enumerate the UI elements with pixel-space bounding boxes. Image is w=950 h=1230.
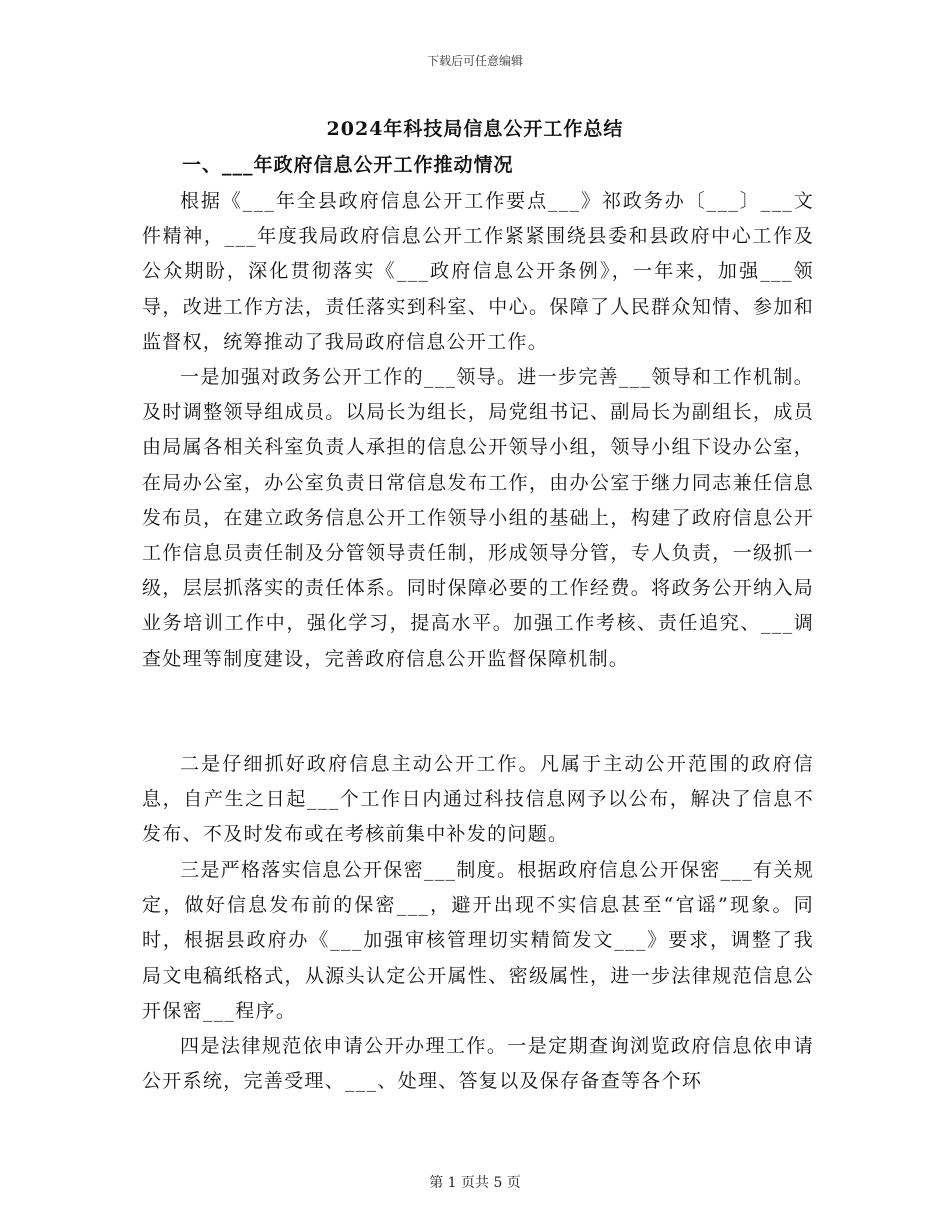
paragraph-3: 二是仔细抓好政府信息主动公开工作。凡属于主动公开范围的政府信息，自产生之日起___个工作日内通过科技信息网予以公布，解决了信息不发布、不及时发布或在考核前集中补发的问题。 (142, 753, 814, 846)
paragraph-5: 四是法律规范依申请公开办理工作。一是定期查询浏览政府信息依申请公开系统，完善受理、___、处理、答复以及保存备查等各个环 (142, 1035, 814, 1093)
paragraph-4-block (142, 853, 814, 1029)
paragraph-1: 根据《___年全县政府信息公开工作要点___》祁政务办〔___〕___文件精神，___年度我局政府信息公开工作紧紧围绕县委和县政府中心工作及公众期盼，深化贯彻落实《___政府信息公开条例》，一年来，加强___领导，改进工作方法，责任落实到科室、中心。保障了人民群众知情、参加和监督权，统筹推动了我局政府信息公开工作。 (142, 190, 814, 353)
document-title: 2024年科技局信息公开工作总结 (326, 118, 624, 140)
paragraph-3-block (142, 747, 814, 853)
paragraph-2-block (142, 360, 814, 677)
page-number-footer: 第 1 页共 5 页 (429, 1175, 521, 1191)
page-header-note: 下载后可任意编辑 (426, 54, 523, 68)
paragraph-5-block (142, 1029, 814, 1099)
section-heading: 一、___年政府信息公开工作推动情况 (182, 154, 514, 176)
paragraph-2: 一是加强对政务公开工作的___领导。进一步完善___领导和工作机制。及时调整领导组成员。以局长为组长，局党组书记、副局长为副组长，成员由局属各相关科室负责人承担的信息公开领导小组，领导小组下设办公室，在局办公室，办公室负责日常信息发布工作，由办公室于继力同志兼任信息发布员，在建立政务信息公开工作领导小组的基础上，构建了政府信息公开工作信息员责任制及分管领导责任制，形成领导分管，专人负责，一级抓一级，层层抓落实的责任体系。同时保障必要的工作经费。将政务公开纳入局业务培训工作中，强化学习，提高水平。加强工作考核、责任追究、___调查处理等制度建设，完善政府信息公开监督保障机制。 (142, 366, 814, 670)
paragraph-4: 三是严格落实信息公开保密___制度。根据政府信息公开保密___有关规定，做好信息发布前的保密___，避开出现不实信息甚至“官谣”现象。同时，根据县政府办《___加强审核管理切实精简发文___》要求，调整了我局文电稿纸格式，从源头认定公开属性、密级属性，进一步法律规范信息公开保密___程序。 (142, 859, 814, 1022)
paragraph-1-block (142, 184, 814, 360)
